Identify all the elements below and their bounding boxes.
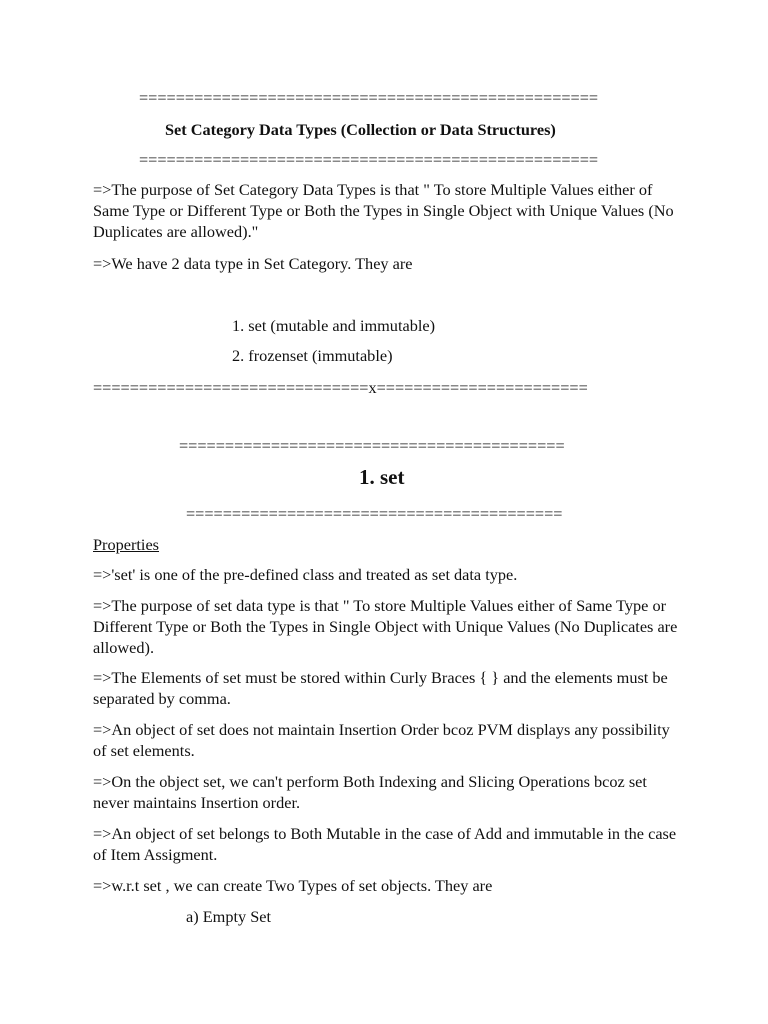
separator-rule: ================================================== — [139, 88, 599, 107]
separator-rule: ========================================= — [186, 504, 563, 523]
property-paragraph: =>The Elements of set must be stored within Curly Braces { } and the elements must be separated by comma. — [93, 668, 668, 708]
property-paragraph: =>'set' is one of the pre-defined class and treated as set data type. — [93, 565, 518, 584]
property-paragraph: =>The purpose of set data type is that " To store Multiple Values either of Same Type or Different Type or Both the Types in Single Object with Unique Values (No Duplicates are allowed). — [93, 596, 678, 657]
properties-label: Properties — [93, 535, 160, 554]
separator-rule: ========================================== — [179, 436, 565, 455]
property-paragraph: =>On the object set, we can't perform Both Indexing and Slicing Operations bcoz set never maintains Insertion order. — [93, 772, 647, 812]
separator-rule: ==============================x======================= — [93, 378, 588, 397]
list-item: 1. set (mutable and immutable) — [232, 316, 436, 335]
property-paragraph: =>An object of set does not maintain Insertion Order bcoz PVM displays any possibility of set elements. — [93, 720, 670, 760]
property-paragraph: =>An object of set belongs to Both Mutable in the case of Add and immutable in the case of Item Assigment. — [93, 824, 677, 864]
intro-paragraph: =>The purpose of Set Category Data Types is that " To store Multiple Values either of Same Type or Different Type or Both the Types in Single Object with Unique Values (No Duplicates are allowed)." — [93, 180, 674, 241]
list-item: 2. frozenset (immutable) — [232, 346, 393, 365]
property-paragraph: =>w.r.t set , we can create Two Types of set objects. They are — [93, 876, 493, 895]
page-title: Set Category Data Types (Collection or Data Structures) — [165, 120, 556, 139]
separator-rule: ================================================== — [139, 150, 599, 169]
section-heading: 1. set — [359, 465, 405, 489]
intro-paragraph: =>We have 2 data type in Set Category. They are — [93, 254, 413, 273]
sub-list-item: a) Empty Set — [186, 907, 272, 926]
